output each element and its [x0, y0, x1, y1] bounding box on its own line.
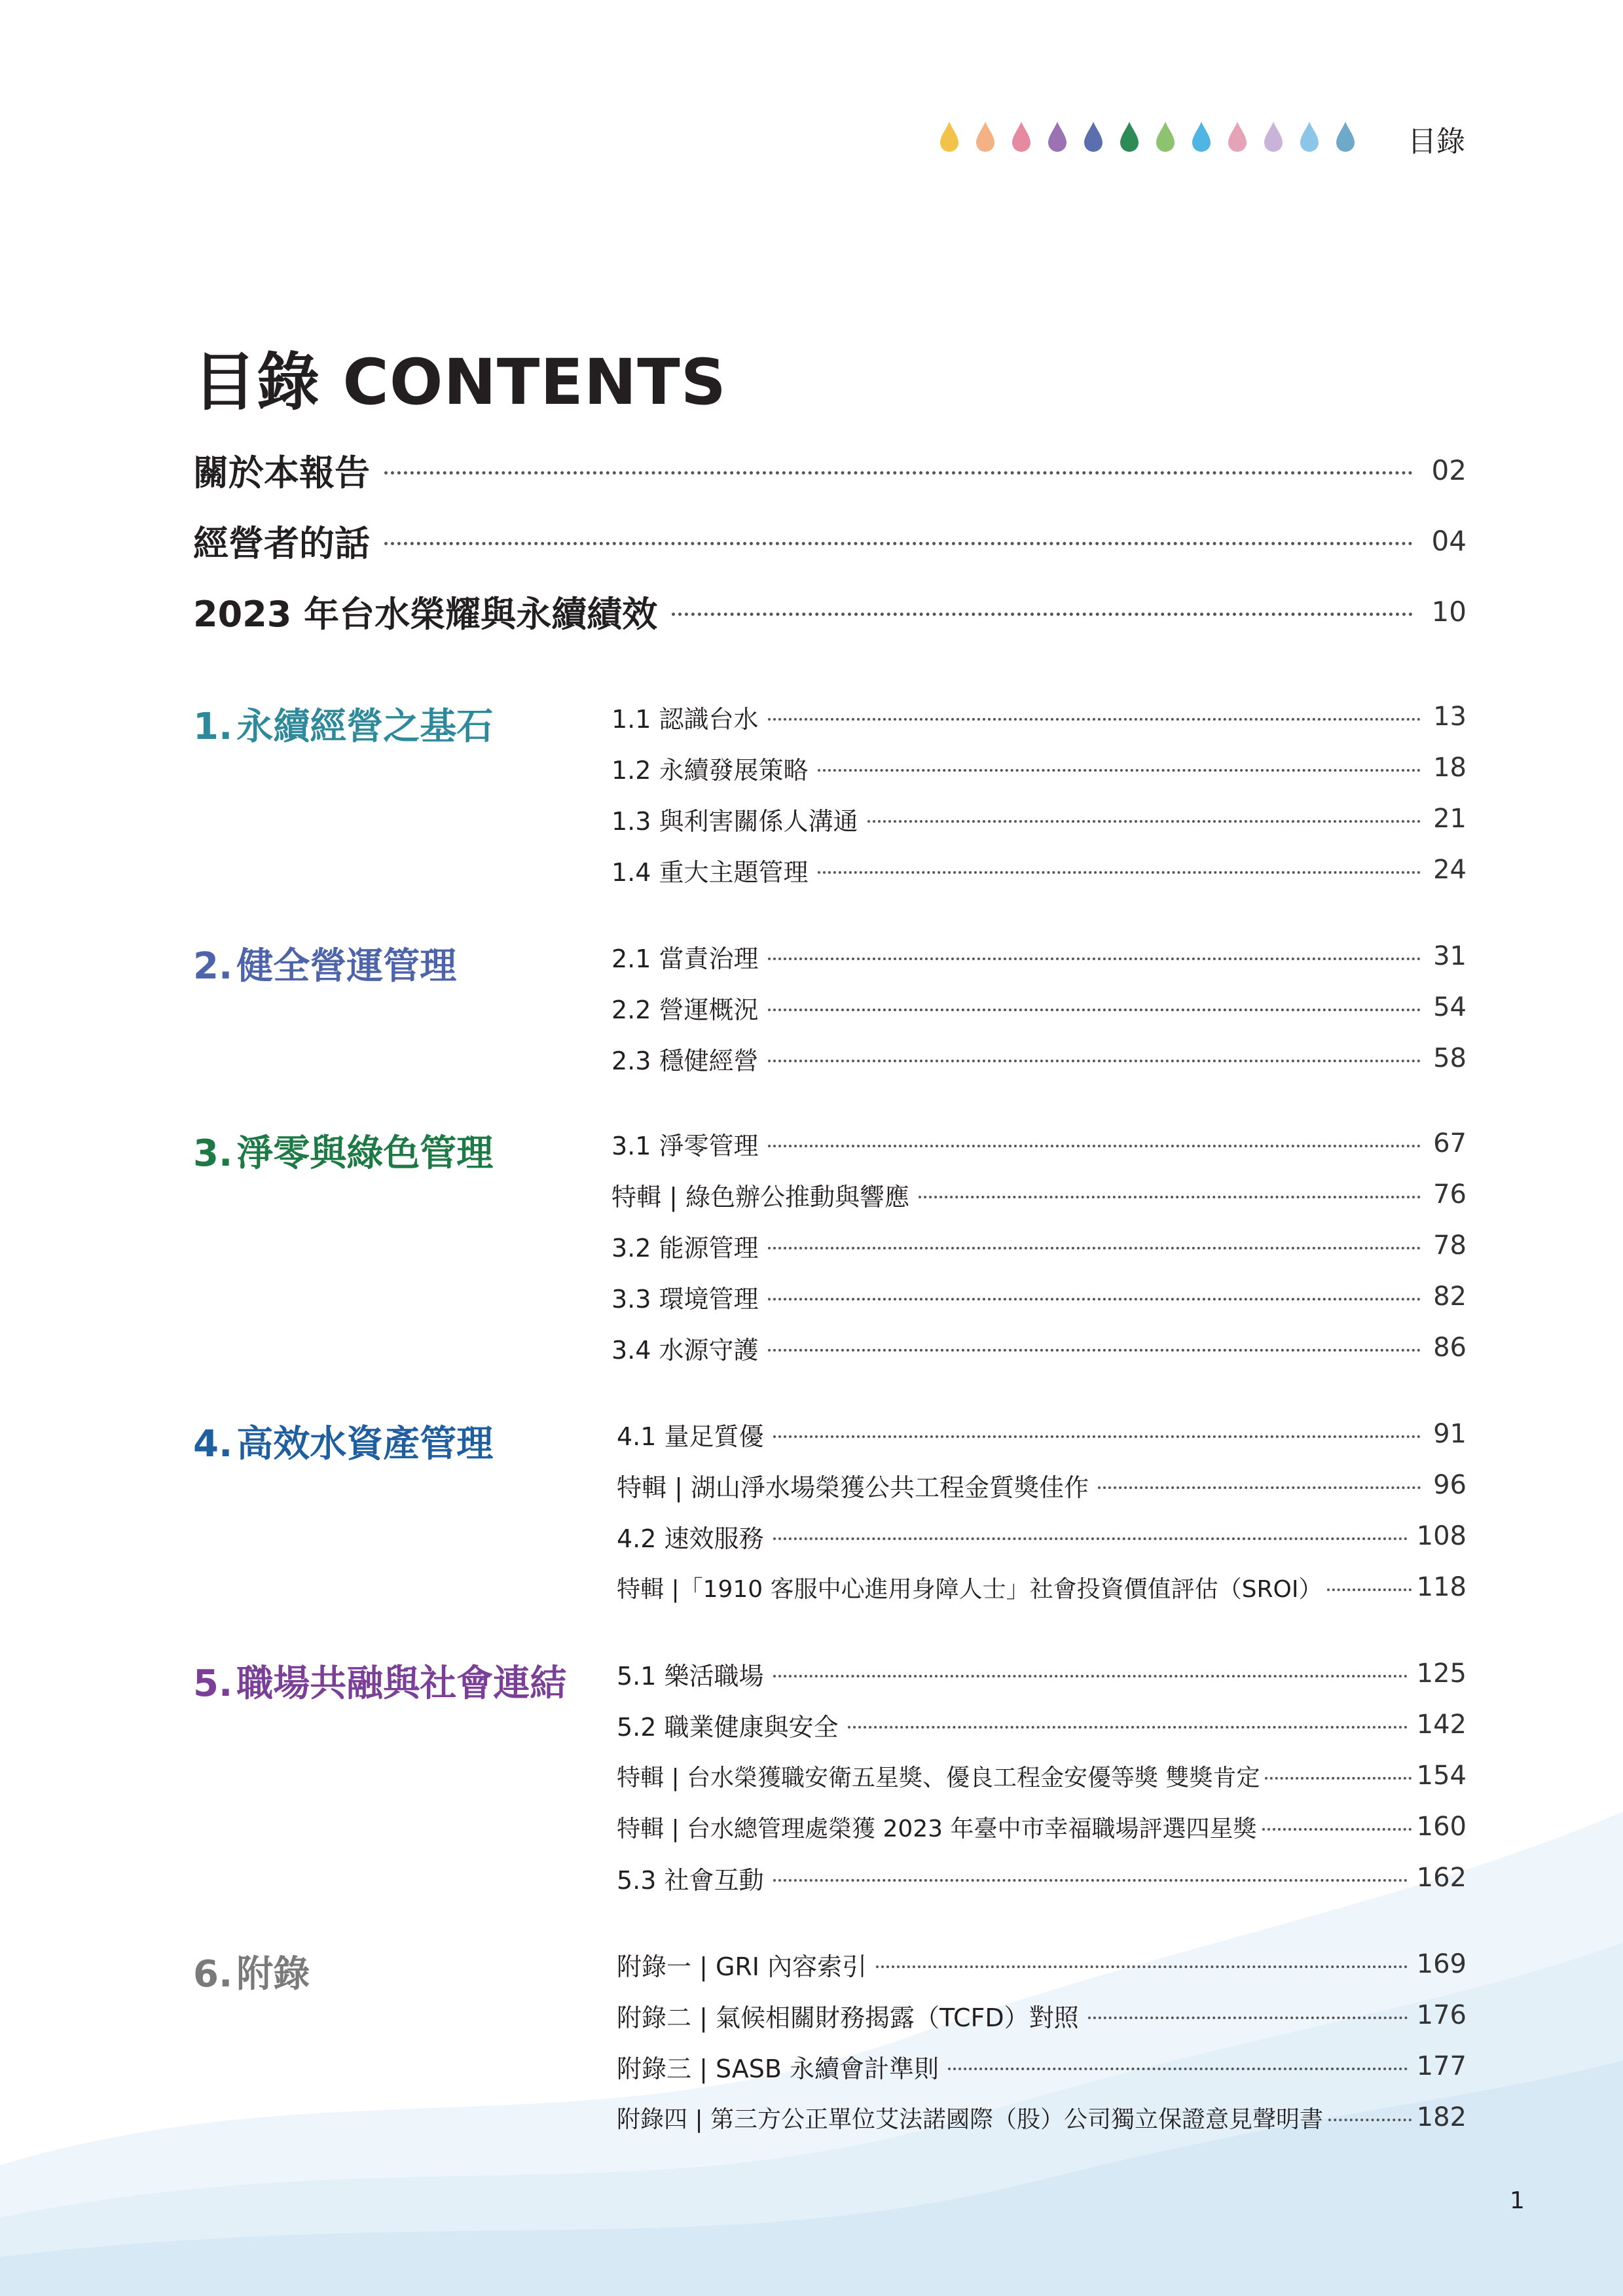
page-number: 1	[1510, 2187, 1525, 2214]
toc-entry-title: 特輯 | 綠色辦公推動與響應	[611, 1182, 909, 1211]
toc-entry-page: 96	[1433, 1470, 1467, 1500]
toc-entry-page: 21	[1433, 804, 1467, 834]
header-title: 目錄	[1408, 125, 1465, 158]
section-label: 淨零與綠色管理	[236, 1132, 494, 1175]
toc-entry-page: 18	[1433, 753, 1467, 783]
dot-leader	[768, 1009, 1421, 1011]
section-3-entries	[611, 1118, 1467, 1373]
section-6-title[interactable]	[193, 1945, 310, 1998]
dot-leader	[773, 1435, 1421, 1438]
water-drop-icon	[1192, 122, 1211, 152]
toc-entry-title: 1.4 重大主題管理	[611, 857, 809, 887]
toc-entry[interactable]	[617, 1460, 1467, 1511]
toc-entry[interactable]	[617, 1990, 1467, 2041]
toc-entry[interactable]	[617, 1408, 1467, 1460]
section-label: 永續經營之基石	[236, 706, 494, 748]
dot-leader	[1327, 1588, 1411, 1591]
toc-entry-title: 經營者的話	[193, 522, 370, 564]
toc-entry-page: 182	[1416, 2102, 1467, 2132]
toc-entry[interactable]	[611, 1322, 1467, 1373]
toc-entry[interactable]	[611, 742, 1467, 793]
toc-entry-page: 78	[1433, 1230, 1467, 1261]
toc-entry-title: 3.2 能源管理	[611, 1233, 759, 1263]
section-2-entries	[611, 931, 1467, 1084]
toc-entry-page: 86	[1433, 1333, 1467, 1363]
toc-entry[interactable]	[611, 1118, 1467, 1169]
dot-leader	[768, 718, 1421, 721]
toc-entry-page: 169	[1416, 1949, 1467, 1979]
toc-entry-title: 關於本報告	[193, 452, 370, 493]
toc-entry-title: 4.1 量足質優	[617, 1422, 764, 1451]
section-label: 職場共融與社會連結	[236, 1662, 567, 1705]
section-4-title[interactable]	[193, 1415, 493, 1467]
section-2-title[interactable]	[193, 937, 456, 990]
toc-entry-title: 特輯 | 湖山淨水場榮獲公共工程金質獎佳作	[617, 1473, 1089, 1502]
toc-entry-title: 附錄三 | SASB 永續會計準則	[617, 2054, 939, 2083]
toc-entry[interactable]	[611, 691, 1467, 742]
toc-entry[interactable]	[611, 1169, 1467, 1220]
section-number: 2.	[193, 945, 233, 988]
toc-entry-title: 附錄二 | 氣候相關財務揭露（TCFD）對照	[617, 2003, 1079, 2032]
toc-entry[interactable]	[611, 931, 1467, 982]
toc-entry[interactable]	[617, 1511, 1467, 1562]
toc-entry-title: 3.1 淨零管理	[611, 1131, 759, 1160]
dot-leader	[1328, 2119, 1412, 2121]
toc-entry-title: 特輯 | 台水總管理處榮獲 2023 年臺中市幸福職場評選四星獎	[617, 1815, 1257, 1842]
section-number: 4.	[193, 1423, 233, 1465]
toc-entry-page: 31	[1433, 941, 1467, 971]
toc-entry-title: 1.2 永續發展策略	[611, 755, 809, 785]
section-label: 健全營運管理	[236, 945, 457, 988]
water-drop-icon	[1228, 122, 1247, 152]
dot-leader	[384, 542, 1413, 545]
dot-leader	[768, 1298, 1421, 1300]
dot-leader	[867, 820, 1421, 823]
toc-entry-title: 5.2 職業健康與安全	[617, 1712, 839, 1742]
toc-entry-title: 2023 年台水榮耀與永續績效	[193, 593, 658, 635]
toc-entry-page: 142	[1416, 1710, 1467, 1740]
toc-entry[interactable]	[617, 1852, 1467, 1903]
toc-entry-title: 5.1 樂活職場	[617, 1661, 764, 1691]
dot-leader	[818, 769, 1421, 772]
toc-entry[interactable]	[611, 1033, 1467, 1084]
dot-leader	[1265, 1777, 1411, 1780]
toc-entry[interactable]	[611, 982, 1467, 1033]
toc-entry[interactable]	[617, 1939, 1467, 1990]
toc-entry[interactable]	[617, 1562, 1467, 1613]
section-1-title[interactable]	[193, 698, 493, 750]
dot-leader	[1262, 1828, 1412, 1831]
toc-entry-page: 10	[1431, 595, 1467, 628]
toc-entry-page: 13	[1433, 702, 1467, 732]
toc-entry-title: 2.1 當責治理	[611, 944, 759, 973]
dot-leader	[773, 1879, 1408, 1882]
section-3-title[interactable]	[193, 1124, 493, 1177]
dot-leader	[768, 1349, 1421, 1352]
section-6-entries	[617, 1939, 1467, 2143]
toc-entry-title: 4.2 速效服務	[617, 1524, 764, 1553]
page-title: 目錄 CONTENTS	[193, 346, 727, 419]
toc-entry-page: 58	[1433, 1043, 1467, 1073]
toc-entry-page: 108	[1416, 1521, 1467, 1551]
toc-entry-page: 24	[1433, 855, 1467, 885]
water-drop-icon	[1084, 122, 1103, 152]
toc-entry[interactable]	[617, 1699, 1467, 1750]
toc-entry-page: 118	[1416, 1572, 1467, 1602]
toc-entry-page: 154	[1416, 1761, 1467, 1791]
toc-entry-page: 82	[1433, 1282, 1467, 1312]
section-5-title[interactable]	[193, 1655, 566, 1707]
toc-entry-ceo-message[interactable]	[193, 514, 1467, 567]
dot-leader	[768, 1060, 1421, 1062]
toc-entry-page: 54	[1433, 992, 1467, 1022]
dot-leader	[876, 1965, 1408, 1968]
dot-leader	[773, 1537, 1408, 1540]
water-drop-icon	[1048, 122, 1067, 152]
toc-entry-title: 3.3 環境管理	[611, 1284, 759, 1314]
dot-leader	[768, 1247, 1421, 1249]
toc-entry-title: 3.4 水源守護	[611, 1335, 759, 1365]
section-4-entries	[617, 1408, 1467, 1613]
water-drop-icon	[1300, 122, 1319, 152]
toc-entry-title: 附錄四 | 第三方公正單位艾法諾國際（股）公司獨立保證意見聲明書	[617, 2106, 1324, 2133]
toc-entry-page: 160	[1416, 1812, 1467, 1842]
section-label: 附錄	[236, 1953, 310, 1996]
color-drops-decoration	[936, 118, 1355, 154]
toc-entry-title: 特輯 |「1910 客服中心進用身障人士」社會投資價值評估（SROI）	[617, 1575, 1322, 1603]
toc-entry-page: 02	[1431, 454, 1467, 486]
water-drop-icon	[1156, 122, 1175, 152]
dot-leader	[768, 1145, 1421, 1147]
toc-entry-title: 1.3 與利害關係人溝通	[611, 806, 858, 836]
dot-leader	[818, 871, 1421, 874]
toc-entry-page: 177	[1416, 2051, 1467, 2081]
toc-entry[interactable]	[611, 1220, 1467, 1271]
toc-entry[interactable]	[611, 1271, 1467, 1322]
dot-leader	[773, 1675, 1408, 1677]
toc-entry-title: 2.3 穩健經營	[611, 1046, 759, 1075]
section-label: 高效水資產管理	[236, 1423, 494, 1465]
dot-leader	[1088, 2017, 1408, 2019]
toc-entry-title: 附錄一 | GRI 內容索引	[617, 1952, 867, 1981]
section-5-entries	[617, 1648, 1467, 1903]
water-drop-icon	[1012, 122, 1030, 152]
toc-entry-title: 2.2 營運概況	[611, 995, 759, 1024]
toc-entry[interactable]	[617, 1750, 1467, 1801]
toc-entry-title: 5.3 社會互動	[617, 1865, 764, 1895]
toc-entry[interactable]	[617, 1801, 1467, 1852]
water-drop-icon	[976, 122, 994, 152]
toc-entry-title: 1.1 認識台水	[611, 704, 759, 734]
dot-leader	[384, 471, 1413, 475]
dot-leader	[948, 2068, 1408, 2070]
dot-leader	[919, 1196, 1421, 1198]
section-number: 1.	[193, 706, 233, 748]
water-drop-icon	[940, 122, 958, 152]
toc-entry-page: 125	[1416, 1659, 1467, 1689]
section-1-entries	[611, 691, 1467, 895]
toc-entry-about-report[interactable]	[193, 444, 1467, 496]
toc-entry[interactable]	[617, 2041, 1467, 2092]
section-number: 5.	[193, 1662, 233, 1705]
dot-leader	[1098, 1486, 1421, 1489]
toc-entry-page: 176	[1416, 2000, 1467, 2030]
water-drop-icon	[1264, 122, 1283, 152]
toc-entry-page: 67	[1433, 1128, 1467, 1158]
water-drop-icon	[1120, 122, 1139, 152]
toc-entry[interactable]	[617, 1648, 1467, 1699]
toc-entry-title: 特輯 | 台水榮獲職安衛五星獎、優良工程金安優等獎 雙獎肯定	[617, 1764, 1260, 1791]
dot-leader	[768, 958, 1421, 960]
dot-leader	[672, 613, 1413, 616]
section-number: 6.	[193, 1953, 233, 1996]
toc-entry-page: 91	[1433, 1419, 1467, 1449]
toc-entry[interactable]	[611, 793, 1467, 844]
toc-entry-page: 76	[1433, 1179, 1467, 1210]
water-drop-icon	[1336, 122, 1355, 152]
toc-entry-honors-performance[interactable]	[193, 585, 1467, 637]
toc-entry[interactable]	[617, 2092, 1467, 2143]
toc-entry-page: 162	[1416, 1863, 1467, 1893]
toc-entry-page: 04	[1431, 524, 1467, 557]
toc-entry[interactable]	[611, 844, 1467, 895]
section-number: 3.	[193, 1132, 233, 1175]
dot-leader	[848, 1726, 1408, 1729]
